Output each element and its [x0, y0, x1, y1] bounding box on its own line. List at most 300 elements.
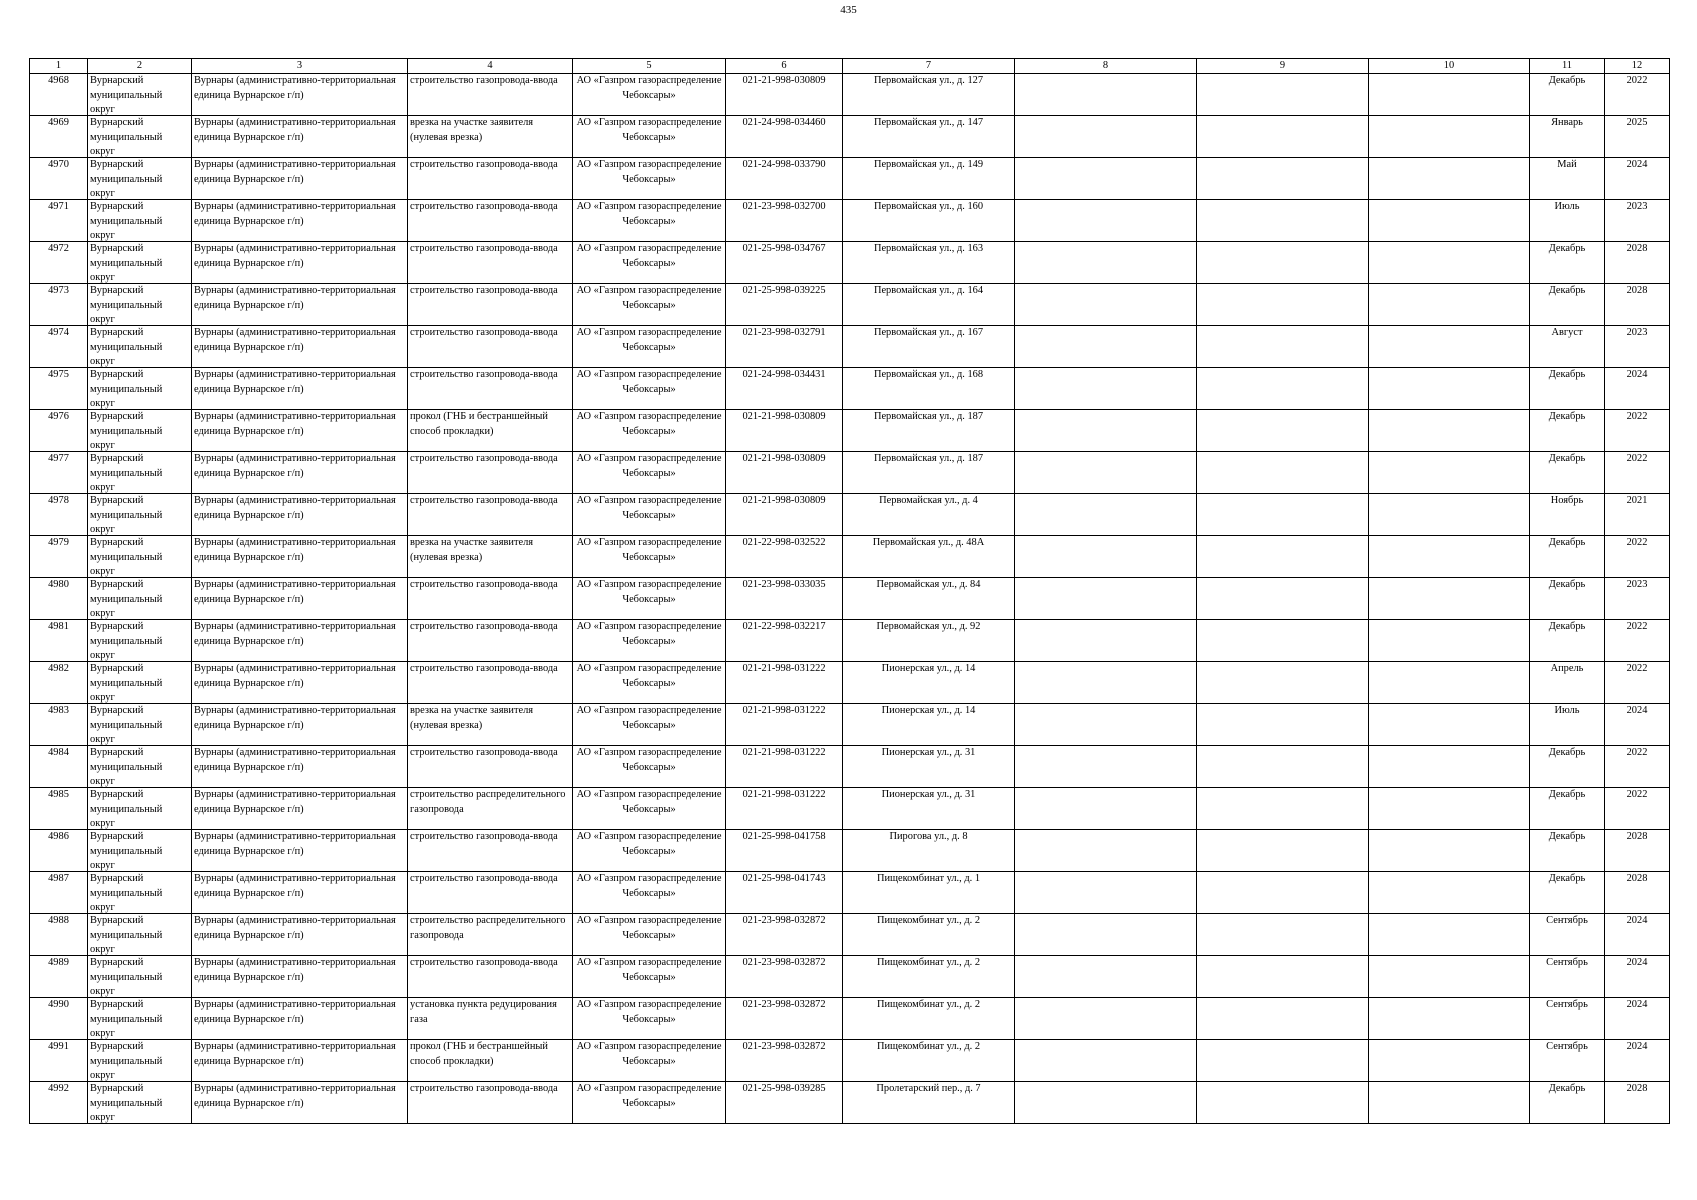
row-number	[30, 746, 88, 788]
month-cell	[1530, 578, 1605, 620]
organization-cell	[573, 704, 726, 746]
col9-cell	[1197, 1082, 1369, 1124]
month-cell-text: Декабрь	[1548, 579, 1586, 590]
col9-cell-text	[1199, 410, 1366, 451]
row-number	[30, 536, 88, 578]
work-type-cell	[408, 536, 573, 578]
district-cell	[88, 872, 192, 914]
year-cell-text: 2028	[1626, 873, 1648, 884]
month-cell-text: Ноябрь	[1550, 495, 1584, 506]
col10-cell	[1369, 578, 1530, 620]
district-cell	[88, 452, 192, 494]
district-cell-text: Вурнарский муниципальный округ	[90, 999, 163, 1039]
organization-cell-text: АО «Газпром газораспределение Чебоксары»	[576, 747, 722, 773]
month-cell-text: Декабрь	[1548, 75, 1586, 86]
address-cell	[843, 494, 1015, 536]
address-cell-text: Пионерская ул., д. 31	[881, 789, 976, 800]
col8-cell-text	[1017, 578, 1194, 619]
month-cell	[1530, 830, 1605, 872]
organization-cell-text: АО «Газпром газораспределение Чебоксары»	[576, 957, 722, 983]
col9-cell-text	[1199, 116, 1366, 157]
table-row	[30, 494, 1670, 536]
col8-cell-text	[1017, 452, 1194, 493]
organization-cell	[573, 368, 726, 410]
address-cell-text: Первомайская ул., д. 147	[873, 117, 984, 128]
month-cell-text: Декабрь	[1548, 621, 1586, 632]
col9-cell	[1197, 578, 1369, 620]
work-type-cell	[408, 914, 573, 956]
locality-cell	[192, 1082, 408, 1124]
district-cell-text: Вурнарский муниципальный округ	[90, 663, 163, 703]
col9-cell	[1197, 368, 1369, 410]
organization-cell-text: АО «Газпром газораспределение Чебоксары»	[576, 495, 722, 521]
organization-cell	[573, 620, 726, 662]
col8-cell	[1015, 1082, 1197, 1124]
year-cell	[1605, 158, 1670, 200]
year-cell	[1605, 452, 1670, 494]
table-row	[30, 1040, 1670, 1082]
district-cell-text: Вурнарский муниципальный округ	[90, 285, 163, 325]
row-number-text: 4981	[48, 621, 69, 632]
month-cell	[1530, 242, 1605, 284]
row-number	[30, 620, 88, 662]
address-cell-text: Первомайская ул., д. 160	[873, 201, 984, 212]
address-cell	[843, 914, 1015, 956]
organization-cell	[573, 410, 726, 452]
address-cell-text: Пищекомбинат ул., д. 2	[876, 1041, 981, 1052]
col9-cell-text	[1199, 620, 1366, 661]
col10-cell-text	[1371, 998, 1527, 1039]
work-type-cell	[408, 368, 573, 410]
month-cell	[1530, 158, 1605, 200]
col10-cell-text	[1371, 452, 1527, 493]
col9-cell	[1197, 872, 1369, 914]
code-cell-text: 021-21-998-030809	[742, 453, 826, 464]
code-cell-text: 021-24-998-034460	[742, 117, 826, 128]
year-cell-text: 2022	[1626, 789, 1648, 800]
district-cell	[88, 494, 192, 536]
district-cell	[88, 746, 192, 788]
col10-cell	[1369, 788, 1530, 830]
year-cell-text: 2024	[1626, 957, 1648, 968]
locality-cell	[192, 620, 408, 662]
table-row	[30, 536, 1670, 578]
row-number	[30, 788, 88, 830]
code-cell	[726, 746, 843, 788]
address-cell	[843, 410, 1015, 452]
row-number	[30, 452, 88, 494]
year-cell-text: 2022	[1626, 663, 1648, 674]
locality-cell-text: Вурнары (административно-территориальная единица Вурнарское г/п)	[194, 537, 396, 563]
year-cell	[1605, 1040, 1670, 1082]
col9-cell-text	[1199, 788, 1366, 829]
address-cell-text: Пирогова ул., д. 8	[889, 831, 968, 842]
address-cell-text: Пионерская ул., д. 31	[881, 747, 976, 758]
month-cell	[1530, 788, 1605, 830]
row-number-text: 4968	[48, 75, 69, 86]
organization-cell-text: АО «Газпром газораспределение Чебоксары»	[576, 117, 722, 143]
col9-cell	[1197, 704, 1369, 746]
year-cell	[1605, 998, 1670, 1040]
col8-cell	[1015, 830, 1197, 872]
col9-cell	[1197, 788, 1369, 830]
district-cell	[88, 368, 192, 410]
col9-cell	[1197, 116, 1369, 158]
work-type-cell	[408, 746, 573, 788]
locality-cell-text: Вурнары (административно-территориальная единица Вурнарское г/п)	[194, 243, 396, 269]
code-cell-text: 021-23-998-032872	[742, 957, 826, 968]
district-cell	[88, 914, 192, 956]
table-row	[30, 1082, 1670, 1124]
district-cell	[88, 1040, 192, 1082]
col8-cell	[1015, 452, 1197, 494]
month-cell-text: Декабрь	[1548, 453, 1586, 464]
col8-cell	[1015, 74, 1197, 116]
district-cell	[88, 704, 192, 746]
column-header-4: 4	[408, 59, 573, 74]
col8-cell	[1015, 872, 1197, 914]
month-cell	[1530, 914, 1605, 956]
col10-cell	[1369, 326, 1530, 368]
month-cell-text: Январь	[1551, 117, 1583, 128]
year-cell-text: 2028	[1626, 1083, 1648, 1094]
year-cell-text: 2028	[1626, 831, 1648, 842]
work-type-cell-text: строительство газопровода-ввода	[410, 621, 558, 632]
organization-cell	[573, 284, 726, 326]
work-type-cell-text: строительство газопровода-ввода	[410, 453, 558, 464]
row-number-text: 4980	[48, 579, 69, 590]
month-cell	[1530, 452, 1605, 494]
row-number	[30, 368, 88, 410]
month-cell	[1530, 74, 1605, 116]
col10-cell	[1369, 872, 1530, 914]
row-number-text: 4982	[48, 663, 69, 674]
work-type-cell	[408, 1040, 573, 1082]
address-cell-text: Первомайская ул., д. 149	[873, 159, 984, 170]
month-cell-text: Май	[1557, 159, 1577, 170]
row-number-text: 4988	[48, 915, 69, 926]
locality-cell-text: Вурнары (административно-территориальная единица Вурнарское г/п)	[194, 579, 396, 605]
table-row	[30, 116, 1670, 158]
col9-cell	[1197, 998, 1369, 1040]
month-cell	[1530, 284, 1605, 326]
row-number-text: 4987	[48, 873, 69, 884]
code-cell	[726, 620, 843, 662]
code-cell-text: 021-25-998-039285	[742, 1083, 826, 1094]
year-cell	[1605, 284, 1670, 326]
district-cell-text: Вурнарский муниципальный округ	[90, 159, 163, 199]
code-cell	[726, 998, 843, 1040]
year-cell-text: 2022	[1626, 75, 1648, 86]
year-cell	[1605, 914, 1670, 956]
col8-cell	[1015, 116, 1197, 158]
month-cell	[1530, 116, 1605, 158]
col8-cell-text	[1017, 914, 1194, 955]
column-header-7: 7	[843, 59, 1015, 74]
work-type-cell	[408, 326, 573, 368]
code-cell-text: 021-21-998-031222	[742, 789, 826, 800]
row-number	[30, 326, 88, 368]
month-cell-text: Декабрь	[1548, 747, 1586, 758]
row-number-text: 4972	[48, 243, 69, 254]
locality-cell-text: Вурнары (административно-территориальная единица Вурнарское г/п)	[194, 411, 396, 437]
locality-cell	[192, 368, 408, 410]
table-row	[30, 704, 1670, 746]
locality-cell-text: Вурнары (административно-территориальная единица Вурнарское г/п)	[194, 621, 396, 647]
locality-cell-text: Вурнары (административно-территориальная единица Вурнарское г/п)	[194, 873, 396, 899]
code-cell-text: 021-25-998-041743	[742, 873, 826, 884]
work-type-cell-text: строительство газопровода-ввода	[410, 201, 558, 212]
locality-cell	[192, 242, 408, 284]
organization-cell-text: АО «Газпром газораспределение Чебоксары»	[576, 915, 722, 941]
work-type-cell-text: строительство газопровода-ввода	[410, 75, 558, 86]
address-cell-text: Первомайская ул., д. 127	[873, 75, 984, 86]
month-cell	[1530, 368, 1605, 410]
locality-cell-text: Вурнары (административно-территориальная единица Вурнарское г/п)	[194, 159, 396, 185]
col10-cell-text	[1371, 242, 1527, 283]
address-cell	[843, 578, 1015, 620]
month-cell	[1530, 620, 1605, 662]
col8-cell-text	[1017, 326, 1194, 367]
col9-cell	[1197, 914, 1369, 956]
address-cell	[843, 788, 1015, 830]
row-number-text: 4970	[48, 159, 69, 170]
work-type-cell-text: врезка на участке заявителя (нулевая врезка)	[410, 537, 534, 563]
year-cell	[1605, 956, 1670, 998]
year-cell	[1605, 788, 1670, 830]
code-cell	[726, 914, 843, 956]
district-cell	[88, 242, 192, 284]
locality-cell	[192, 74, 408, 116]
col9-cell-text	[1199, 998, 1366, 1039]
locality-cell	[192, 536, 408, 578]
year-cell-text: 2022	[1626, 621, 1648, 632]
col8-cell-text	[1017, 116, 1194, 157]
organization-cell	[573, 74, 726, 116]
col10-cell-text	[1371, 326, 1527, 367]
month-cell-text: Декабрь	[1548, 789, 1586, 800]
work-type-cell	[408, 998, 573, 1040]
code-cell	[726, 410, 843, 452]
row-number	[30, 200, 88, 242]
col8-cell	[1015, 788, 1197, 830]
year-cell-text: 2022	[1626, 747, 1648, 758]
col9-cell	[1197, 1040, 1369, 1082]
col10-cell	[1369, 242, 1530, 284]
col9-cell-text	[1199, 200, 1366, 241]
address-cell	[843, 1082, 1015, 1124]
col8-cell-text	[1017, 830, 1194, 871]
table-row	[30, 998, 1670, 1040]
column-header-6: 6	[726, 59, 843, 74]
month-cell	[1530, 494, 1605, 536]
col9-cell	[1197, 494, 1369, 536]
locality-cell-text: Вурнары (административно-территориальная единица Вурнарское г/п)	[194, 663, 396, 689]
month-cell	[1530, 872, 1605, 914]
work-type-cell-text: строительство газопровода-ввода	[410, 285, 558, 296]
month-cell	[1530, 1040, 1605, 1082]
locality-cell-text: Вурнары (административно-территориальная единица Вурнарское г/п)	[194, 453, 396, 479]
row-number-text: 4973	[48, 285, 69, 296]
table-header	[30, 59, 1670, 74]
year-cell-text: 2028	[1626, 243, 1648, 254]
month-cell	[1530, 326, 1605, 368]
month-cell-text: Сентябрь	[1546, 915, 1588, 926]
code-cell-text: 021-25-998-041758	[742, 831, 826, 842]
work-type-cell	[408, 620, 573, 662]
row-number-text: 4975	[48, 369, 69, 380]
col9-cell-text	[1199, 158, 1366, 199]
work-type-cell-text: строительство газопровода-ввода	[410, 243, 558, 254]
code-cell	[726, 872, 843, 914]
code-cell-text: 021-21-998-031222	[742, 705, 826, 716]
row-number	[30, 284, 88, 326]
work-type-cell	[408, 200, 573, 242]
district-cell	[88, 620, 192, 662]
code-cell	[726, 284, 843, 326]
col8-cell-text	[1017, 284, 1194, 325]
year-cell-text: 2023	[1626, 579, 1648, 590]
work-type-cell-text: строительство газопровода-ввода	[410, 663, 558, 674]
locality-cell-text: Вурнары (административно-территориальная единица Вурнарское г/п)	[194, 327, 396, 353]
col10-cell-text	[1371, 368, 1527, 409]
col9-cell	[1197, 830, 1369, 872]
month-cell-text: Декабрь	[1548, 369, 1586, 380]
organization-cell-text: АО «Газпром газораспределение Чебоксары»	[576, 201, 722, 227]
col10-cell	[1369, 116, 1530, 158]
work-type-cell	[408, 578, 573, 620]
code-cell	[726, 452, 843, 494]
code-cell	[726, 74, 843, 116]
organization-cell	[573, 200, 726, 242]
work-type-cell-text: строительство газопровода-ввода	[410, 327, 558, 338]
locality-cell	[192, 326, 408, 368]
page-number: 435	[840, 4, 857, 16]
work-type-cell-text: прокол (ГНБ и бестраншейный способ прокладки)	[410, 411, 548, 437]
locality-cell-text: Вурнары (административно-территориальная единица Вурнарское г/п)	[194, 705, 396, 731]
locality-cell	[192, 956, 408, 998]
locality-cell-text: Вурнары (административно-территориальная единица Вурнарское г/п)	[194, 75, 396, 101]
district-cell-text: Вурнарский муниципальный округ	[90, 915, 163, 955]
code-cell-text: 021-24-998-034431	[742, 369, 826, 380]
work-type-cell	[408, 872, 573, 914]
year-cell	[1605, 74, 1670, 116]
year-cell	[1605, 326, 1670, 368]
locality-cell	[192, 662, 408, 704]
code-cell	[726, 1040, 843, 1082]
column-header-11: 11	[1530, 59, 1605, 74]
code-cell-text: 021-25-998-039225	[742, 285, 826, 296]
row-number	[30, 956, 88, 998]
row-number	[30, 830, 88, 872]
row-number-text: 4989	[48, 957, 69, 968]
work-type-cell	[408, 830, 573, 872]
organization-cell	[573, 956, 726, 998]
address-cell	[843, 536, 1015, 578]
row-number-text: 4983	[48, 705, 69, 716]
code-cell	[726, 200, 843, 242]
organization-cell-text: АО «Газпром газораспределение Чебоксары»	[576, 75, 722, 101]
code-cell-text: 021-23-998-032872	[742, 1041, 826, 1052]
work-type-cell	[408, 788, 573, 830]
table-row	[30, 452, 1670, 494]
col8-cell	[1015, 998, 1197, 1040]
work-type-cell	[408, 1082, 573, 1124]
code-cell	[726, 368, 843, 410]
col8-cell	[1015, 494, 1197, 536]
district-cell	[88, 200, 192, 242]
row-number-text: 4977	[48, 453, 69, 464]
col10-cell	[1369, 914, 1530, 956]
col9-cell-text	[1199, 704, 1366, 745]
row-number	[30, 242, 88, 284]
work-type-cell-text: строительство газопровода-ввода	[410, 831, 558, 842]
year-cell-text: 2022	[1626, 453, 1648, 464]
col8-cell-text	[1017, 746, 1194, 787]
organization-cell-text: АО «Газпром газораспределение Чебоксары»	[576, 705, 722, 731]
month-cell	[1530, 662, 1605, 704]
col8-cell-text	[1017, 410, 1194, 451]
organization-cell-text: АО «Газпром газораспределение Чебоксары»	[576, 873, 722, 899]
address-cell-text: Первомайская ул., д. 84	[876, 579, 981, 590]
table-row	[30, 872, 1670, 914]
col10-cell	[1369, 410, 1530, 452]
col9-cell-text	[1199, 452, 1366, 493]
col10-cell-text	[1371, 200, 1527, 241]
col10-cell	[1369, 1040, 1530, 1082]
col10-cell	[1369, 200, 1530, 242]
col10-cell	[1369, 662, 1530, 704]
address-cell	[843, 746, 1015, 788]
work-type-cell-text: строительство газопровода-ввода	[410, 495, 558, 506]
work-type-cell	[408, 284, 573, 326]
column-header-5: 5	[573, 59, 726, 74]
row-number	[30, 1082, 88, 1124]
year-cell-text: 2024	[1626, 159, 1648, 170]
address-cell	[843, 872, 1015, 914]
code-cell-text: 021-23-998-032872	[742, 915, 826, 926]
col8-cell	[1015, 158, 1197, 200]
row-number	[30, 158, 88, 200]
col8-cell-text	[1017, 368, 1194, 409]
organization-cell	[573, 914, 726, 956]
organization-cell-text: АО «Газпром газораспределение Чебоксары»	[576, 831, 722, 857]
work-type-cell-text: строительство распределительного газопровода	[410, 789, 566, 815]
address-cell	[843, 200, 1015, 242]
organization-cell	[573, 998, 726, 1040]
year-cell	[1605, 830, 1670, 872]
address-cell	[843, 368, 1015, 410]
row-number	[30, 662, 88, 704]
district-cell	[88, 998, 192, 1040]
col8-cell-text	[1017, 1082, 1194, 1123]
col9-cell	[1197, 242, 1369, 284]
locality-cell	[192, 578, 408, 620]
col10-cell-text	[1371, 116, 1527, 157]
col9-cell-text	[1199, 74, 1366, 115]
col10-cell-text	[1371, 158, 1527, 199]
code-cell	[726, 1082, 843, 1124]
col9-cell	[1197, 662, 1369, 704]
code-cell-text: 021-24-998-033790	[742, 159, 826, 170]
col8-cell-text	[1017, 620, 1194, 661]
column-header-12: 12	[1605, 59, 1670, 74]
work-type-cell-text: установка пункта редуцирования газа	[410, 999, 557, 1025]
address-cell	[843, 242, 1015, 284]
address-cell	[843, 830, 1015, 872]
district-cell-text: Вурнарский муниципальный округ	[90, 579, 163, 619]
col10-cell-text	[1371, 872, 1527, 913]
